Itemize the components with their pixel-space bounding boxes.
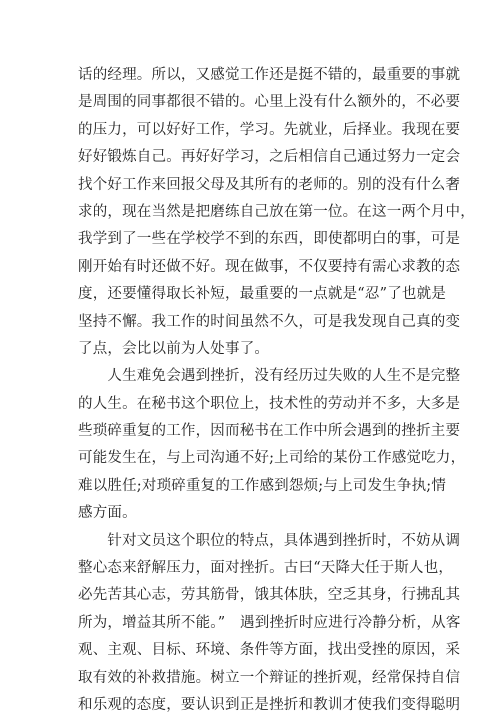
text-line: 好好锻炼自己。再好好学习，之后相信自己通过努力一定会 [78,149,461,166]
text-line: 所为，增益其所不能。” 遇到挫折时应进行冷静分析，从客 [78,614,461,631]
text-line: 整心态来舒解压力，面对挫折。古曰“天降大任于斯人也， [78,560,454,577]
text-line: 了点，会比以前为人处事了。 [78,340,270,357]
text-line: 找个好工作来回报父母及其所有的老师的。别的没有什么奢 [78,176,461,193]
text-line: 取有效的补救措施。树立一个辩证的挫折观，经常保持自信 [78,669,461,686]
text-line: 必先苦其心志，劳其筋骨，饿其体肤，空乏其身，行拂乱其 [78,587,461,604]
text-line: 度，还要懂得取长补短，最重要的一点就是“忍”了也就是 [78,286,447,303]
text-line: 和乐观的态度，要认识到正是挫折和教训才使我们变得聪明 [78,696,461,713]
text-line: 是周围的同事都很不错的。心里上没有什么额外的，不必要 [78,94,461,111]
paragraph-first-line: 人生难免会遇到挫折，没有经历过失败的人生不是完整 [78,368,461,385]
paragraph-first-line: 针对文员这个职位的特点，具体遇到挫折时，不妨从调 [78,532,461,549]
text-line: 难以胜任;对琐碎重复的工作感到怨烦;与上司发生争执;情 [78,477,447,494]
text-line: 刚开始有时还做不好。现在做事，不仅要持有需心求教的态 [78,258,461,275]
document-body-text [78,62,475,719]
text-line: 感方面。 [78,505,137,522]
text-line: 的压力，可以好好工作，学习。先就业，后择业。我现在要 [78,121,461,138]
text-line: 观、主观、目标、环境、条件等方面，找出受挫的原因，采 [78,642,461,659]
text-line: 求的，现在当然是把磨练自己放在第一位。在这一两个月中， [78,203,475,220]
text-line: 可能发生在，与上司沟通不好;上司给的某份工作感觉吃力， [78,450,466,467]
text-line: 坚持不懈。我工作的时间虽然不久，可是我发现自己真的变 [78,313,461,330]
text-line: 话的经理。所以，又感觉工作还是挺不错的，最重要的事就 [78,67,461,83]
text-line: 我学到了一些在学校学不到的东西，即使都明白的事，可是 [78,231,461,248]
text-line: 些琐碎重复的工作，因而秘书在工作中所会遇到的挫折主要 [78,423,461,440]
text-line: 的人生。在秘书这个职位上，技术性的劳动并不多，大多是 [78,395,461,412]
